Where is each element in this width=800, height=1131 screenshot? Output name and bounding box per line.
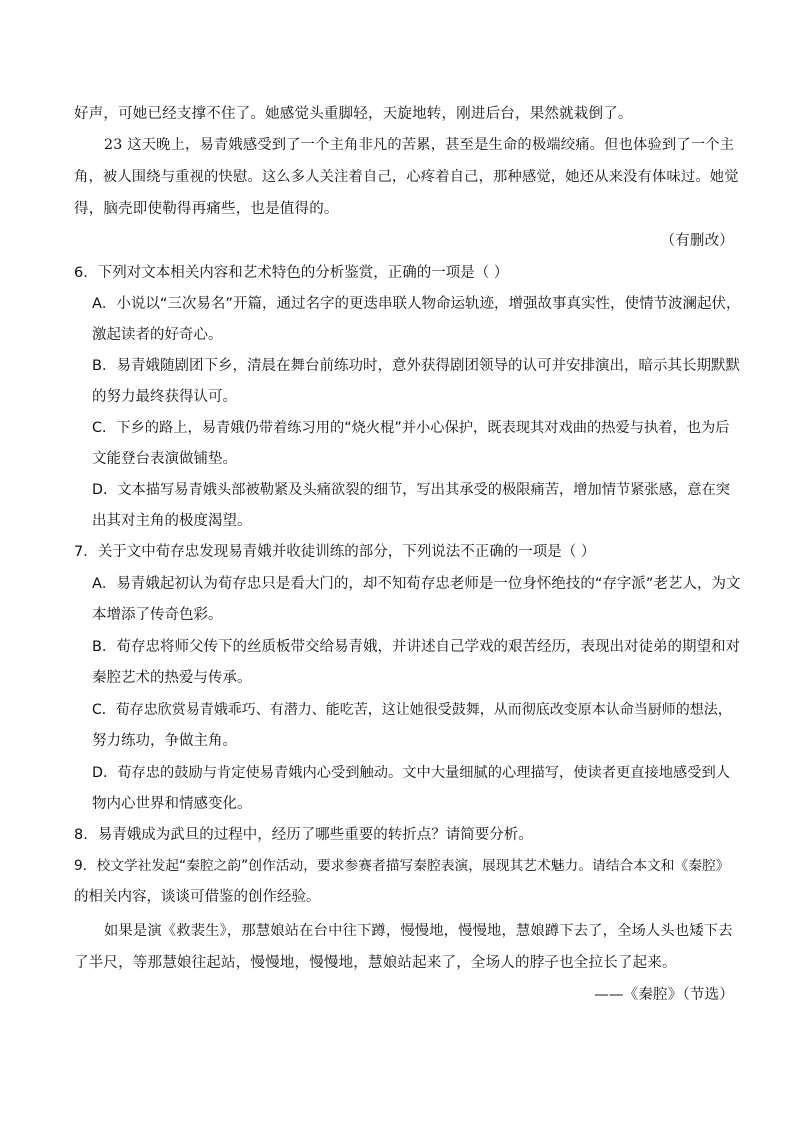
q6-option-b-line-2: 的努力最终获得认可。: [92, 389, 237, 405]
excerpt-line-1: 如果是演《救裴生》，那慧娘站在台中往下蹲，慢慢地，慢慢地，慧娘蹲下去了，全场人头也矮下去: [104, 923, 733, 939]
q7-option-a-line-1: A．易青娥起初认为荀存忠只是看大门的，却不知荀存忠老师是一位身怀绝技的“存字派”老艺人，为文: [92, 576, 741, 592]
passage-line-4: 得，脑壳即使勒得再痛些，也是值得的。: [74, 201, 339, 217]
q6-stem: 6．下列对文本相关内容和艺术特色的分析鉴赏，正确的一项是（ ）: [74, 265, 509, 281]
q6-option-d-line-2: 出其对主角的极度渴望。: [92, 513, 252, 529]
q7-option-b-line-2: 秦腔艺术的热爱与传承。: [92, 670, 252, 686]
q6-option-c-line-2: 文能登台表演做铺垫。: [92, 451, 237, 467]
q6-option-d-line-1: D．文本描写易青娥头部被勒紧及头痛欲裂的细节，写出其承受的极限痛苦，增加情节紧张感，意在突: [92, 482, 730, 498]
passage-line-2: 23 这天晚上，易青娥感受到了一个主角非凡的苦累，甚至是生命的极端绞痛。但也体验到了一个主: [104, 137, 735, 153]
q6-option-c-line-1: C．下乡的路上，易青娥仍带着练习用的“烧火棍”并小心保护，既表现其对戏曲的热爱与执着，也为后: [92, 420, 730, 436]
q7-option-a-line-2: 本增添了传奇色彩。: [92, 607, 223, 623]
q8-stem: 8．易青娥成为武旦的过程中，经历了哪些重要的转折点？请简要分析。: [74, 827, 533, 843]
q7-option-c-line-1: C．荀存忠欣赏易青娥乖巧、有潜力、能吃苦，这让她很受鼓舞，从而彻底改变原本认命当厨师的想法，: [92, 702, 732, 718]
q9-stem-line-1: 9．校文学社发起“秦腔之韵”创作活动，要求参赛者描写秦腔表演，展现其艺术魅力。请结合本文和《秦腔》: [74, 858, 730, 874]
passage-line-3: 角，被人围绕与重视的快慰。这么多人关注着自己，心疼着自己，那种感觉，她还从来没有体味过。她觉: [74, 169, 739, 185]
revision-note: （有删改）: [660, 233, 734, 249]
q7-option-d-line-2: 物内心世界和情感变化。: [92, 796, 252, 812]
excerpt-source: ——《秦腔》（节选）: [594, 987, 734, 1003]
passage-line-1: 好声，可她已经支撑不住了。她感觉头重脚轻，天旋地转，刚进后台，果然就栽倒了。: [74, 106, 633, 122]
q6-option-a-line-1: A．小说以“三次易名”开篇，通过名字的更迭串联人物命运轨迹，增强故事真实性，使情节波澜起伏，: [92, 296, 741, 312]
q7-option-b-line-1: B．荀存忠将师父传下的丝质板带交给易青娥，并讲述自己学戏的艰苦经历，表现出对徒弟的期望和对: [92, 639, 740, 655]
q9-stem-line-2: 的相关内容，谈谈可借鉴的创作经验。: [74, 889, 321, 905]
q7-option-d-line-1: D．荀存忠的鼓励与肯定使易青娥内心受到触动。文中大量细腻的心理描写，使读者更直接地感受到人: [92, 765, 730, 781]
q6-option-a-line-2: 激起读者的好奇心。: [92, 327, 223, 343]
excerpt-line-2: 了半尺，等那慧娘往起站，慢慢地，慢慢地，慧娘站起来了，全场人的脖子也全拉长了起来。: [74, 955, 677, 971]
q7-stem: 7．关于文中荀存忠发现易青娥并收徒训练的部分，下列说法不正确的一项是（ ）: [74, 544, 596, 560]
q6-option-b-line-1: B．易青娥随剧团下乡，清晨在舞台前练功时，意外获得剧团领导的认可并安排演出，暗示其长期默默: [92, 358, 740, 374]
q7-option-c-line-2: 努力练功，争做主角。: [92, 733, 237, 749]
